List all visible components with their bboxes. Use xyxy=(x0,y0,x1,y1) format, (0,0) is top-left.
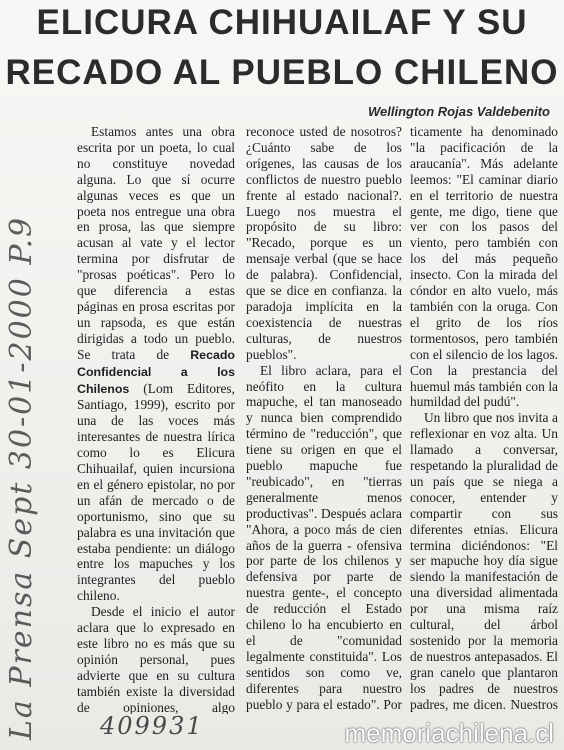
site-watermark: memoriachilena.cl xyxy=(344,718,554,748)
article-column-1 xyxy=(77,124,235,714)
article-column-3 xyxy=(410,124,558,714)
paragraph: ticamente ha denominado "la pacificación de la araucanía". Más adelante leemos: "El caminar diario en el territorio de nuestra gente, me digo, tiene que ver con los pasos del viento, pero también con los del más pequeño insecto. Con la mirada del cóndor en alto vuelo, más también con la oruga. Con el grito de los ríos tormentosos, pero también con el silencio de los lagos. Con la prestancia del huemul más también con la humildad del pudú". xyxy=(410,124,558,410)
article-column-2 xyxy=(246,124,402,714)
paragraph: El libro aclara, para el neófito en la cultura mapuche, el tan manoseado y nunca bien comprendido término de "reducción", que tiene su origen en que el pueblo mapuche fue "reubicado", en "tierras generalmente menos productivas". Después aclara "Ahora, a poco más de cien años de la guerra - ofensiva por parte de los chilenos y defensiva por parte de nuestra gente-, el concepto de reducción el Estado chileno lo ha encubierto en el de "comunidad legalmente constituida". Los sentidos son como ve, diferentes para nuestro pueblo y para el estado". Por xyxy=(246,362,402,712)
paragraph-text: Estamos antes una obra escrita por un poeta, lo cual no constituye novedad alguna. Lo que sí ocurre algunas veces es que un poeta nos entregue una obra en prosa, las que siempre acusan al vate y el lector termina por disfrutar de "prosas poéticas". Pero lo que diferencia a estas páginas en prosa escritas por un rapsoda, es que están dirigidas a todo un pueblo. Se trata de xyxy=(77,124,235,362)
paragraph: reconoce usted de nosotros? ¿Cuánto sabe de los orígenes, las causas de los conflictos de nuestro pueblo frente al estado nacional?. Luego nos muestra el propósito de su libro: "Recado, porque es un mensaje verbal (que se hace de palabra). Confidencial, que se dice en confianza. la paradoja implícita en la coexistencia de nuestras culturas, de nuestros pueblos". xyxy=(246,124,402,362)
paragraph: Un libro que nos invita a reflexionar en voz alta. Un llamado a conversar, respetando la pluralidad de un país que se niega a conocer, entender y compartir con sus diferentes etnias. Elicura termina diciéndonos: "El ser mapuche hoy día sigue siendo la manifestación de una diversidad alimentada por una misma raíz cultural, del árbol sostenido por la memoria de nuestros antepasados. El gran canelo que plantaron los padres de nuestros padres, me dicen. Nuestros xyxy=(410,410,558,712)
headline-line-1: ELICURA CHIHUAILAF Y SU xyxy=(36,3,528,42)
paragraph xyxy=(77,124,235,604)
book-title: Recado Confidencial a los Chilenos xyxy=(77,347,235,396)
handwritten-catalog-number: 409931 xyxy=(100,712,204,740)
handwritten-source-note: La Prensa Sept 30-01-2000 P.9 xyxy=(4,215,39,740)
headline-line-2: RECADO AL PUEBLO CHILENO xyxy=(5,53,559,92)
paragraph: Desde el inicio el autor aclara que lo expresado en este libro no es más que su opinión personal, pues advierte que en su cultura también existe la diversidad de opiniones, algo xyxy=(77,604,235,714)
paragraph-text: (Lom Editores, Santiago, 1999), escrito por una de las voces más interesantes de nuestra lírica como lo es Elicura Chihuailaf, quien incursiona en el género epistolar, no por un afán de mercado o de oportunismo, sino que su palabra es una invitación que estaba pendiente: un diálogo entre los mapuches y los integrantes del pueblo chileno. xyxy=(77,380,235,604)
author-byline: Wellington Rojas Valdebenito xyxy=(367,104,550,119)
